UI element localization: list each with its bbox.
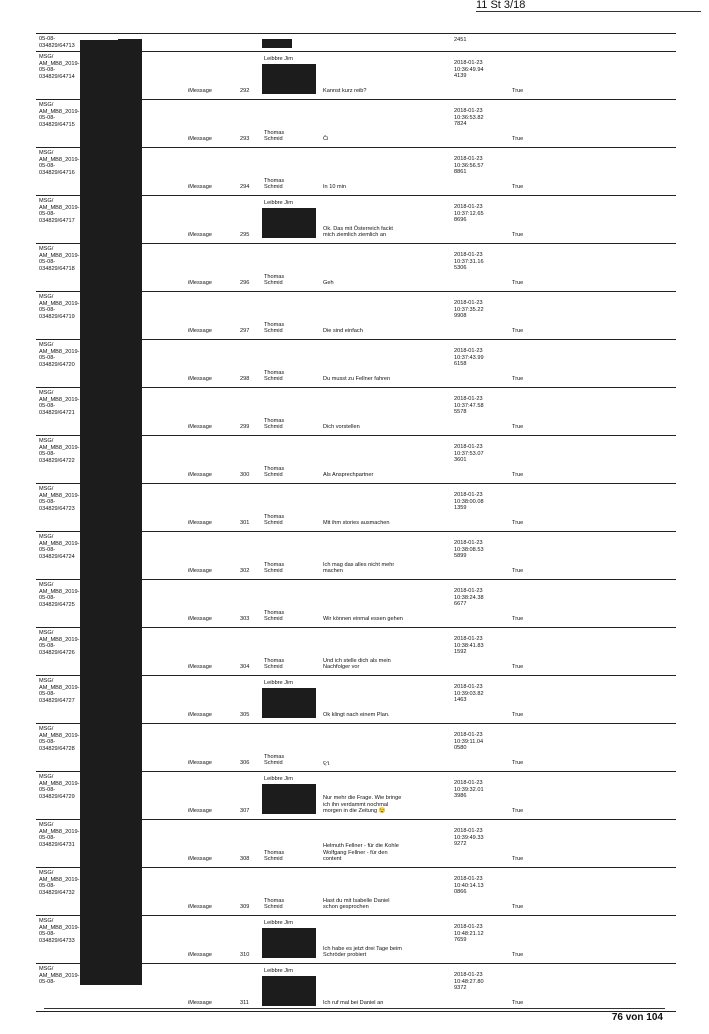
- message-timestamp: 2018-01-23 10:38:00.08 1359: [454, 492, 484, 512]
- message-timestamp: 2018-01-23 10:40:14.13 0866: [454, 876, 484, 896]
- message-type: iMessage: [188, 280, 212, 287]
- message-type: iMessage: [188, 136, 212, 143]
- read-flag: True: [512, 808, 524, 815]
- message-sender: Thomas Schmid: [264, 897, 285, 911]
- message-number: 304: [240, 664, 250, 671]
- read-flag: True: [512, 664, 524, 671]
- message-sender: Thomas Schmid: [264, 657, 285, 671]
- message-id: MSG/ AM_MB8_2019- 05-08- 034829/64714: [39, 54, 80, 80]
- message-body: Nur mehr die Frage. Wie bringe ich ihn verdammt nochmal morgen in die Zeitung 😉: [323, 795, 402, 815]
- message-number: 300: [240, 472, 250, 479]
- read-flag: True: [512, 1000, 524, 1007]
- message-timestamp: 2018-01-23 10:48:27.80 9372: [454, 972, 484, 992]
- message-timestamp: 2018-01-23 10:37:35.22 9908: [454, 300, 484, 320]
- message-body: Helmuth Fellner - für die Kohle Wolfgang Fellner - für den content: [323, 843, 399, 863]
- message-type: iMessage: [188, 664, 212, 671]
- message-sender: Leibbre Jim: [264, 56, 293, 62]
- footer-rule: [44, 1008, 665, 1009]
- read-flag: True: [512, 136, 524, 143]
- message-body: Ich mag das alles nicht mehr machen: [323, 561, 395, 575]
- message-id: MSG/ AM_MB8_2019- 05-08- 034829/64726: [39, 630, 80, 656]
- message-number: 303: [240, 616, 250, 623]
- message-timestamp: 2018-01-23 10:36:56.57 8861: [454, 156, 484, 176]
- message-number: 302: [240, 568, 250, 575]
- message-timestamp: 2018-01-23 10:37:47.58 5578: [454, 396, 484, 416]
- redaction-box: [262, 39, 292, 48]
- page-number: 76 von 104: [611, 1012, 663, 1023]
- message-number: 295: [240, 232, 250, 239]
- message-timestamp: 2018-01-23 10:39:03.82 1463: [454, 684, 484, 704]
- message-number: 306: [240, 760, 250, 767]
- message-timestamp: 2018-01-23 10:37:31.16 5306: [454, 252, 484, 272]
- message-body: Ok. Das mit Österreich fackt mich ziemlich ziemlich an: [323, 225, 393, 239]
- message-number: 292: [240, 88, 250, 95]
- message-body: Und ich stelle dich als mein Nachfolger vor: [323, 657, 391, 671]
- message-sender: Leibbre Jim: [264, 920, 293, 926]
- message-id: MSG/ AM_MB8_2019- 05-08- 034829/64722: [39, 438, 80, 464]
- message-body: Als Ansprechpartner: [323, 472, 374, 479]
- message-id: MSG/ AM_MB8_2019- 05-08-: [39, 966, 80, 986]
- read-flag: True: [512, 568, 524, 575]
- page-header-text: 11 St 3/18: [476, 0, 526, 11]
- message-id: MSG/ AM_MB8_2019- 05-08- 034829/64731: [39, 822, 80, 848]
- message-body: Du musst zu Fellner fahren: [323, 376, 391, 383]
- message-id: MSG/ AM_MB8_2019- 05-08- 034829/64718: [39, 246, 80, 272]
- message-number: 307: [240, 808, 250, 815]
- message-id: MSG/ AM_MB8_2019- 05-08- 034829/64728: [39, 726, 80, 752]
- read-flag: True: [512, 952, 524, 959]
- message-body: Ich habe es jetzt drei Tage beim Schröder probiert: [323, 945, 402, 959]
- read-flag: True: [512, 424, 524, 431]
- message-number: 296: [240, 280, 250, 287]
- message-timestamp: 2018-01-23 10:37:43.99 6158: [454, 348, 484, 368]
- message-number: 305: [240, 712, 250, 719]
- message-type: iMessage: [188, 328, 212, 335]
- read-flag: True: [512, 856, 524, 863]
- message-body: Geh: [323, 280, 334, 287]
- redaction-box: [262, 64, 316, 94]
- message-body: ç̧-ʅ: [323, 760, 329, 767]
- message-number: 309: [240, 904, 250, 911]
- message-id: MSG/ AM_MB8_2019- 05-08- 034829/64720: [39, 342, 80, 368]
- message-timestamp: 2018-01-23 10:39:11.04 0580: [454, 732, 484, 752]
- message-id: 05-08- 034829/64713: [39, 36, 75, 49]
- redaction-bar-column: [80, 40, 142, 985]
- redaction-box: [262, 208, 316, 238]
- read-flag: True: [512, 280, 524, 287]
- read-flag: True: [512, 184, 524, 191]
- message-number: 294: [240, 184, 250, 191]
- message-type: iMessage: [188, 712, 212, 719]
- message-sender: Thomas Schmid: [264, 321, 285, 335]
- message-id: MSG/ AM_MB8_2019- 05-08- 034829/64723: [39, 486, 80, 512]
- message-body: Kannst kurz reib?: [323, 88, 367, 95]
- message-body: Ok klingt nach einem Plan.: [323, 712, 390, 719]
- message-type: iMessage: [188, 616, 212, 623]
- message-timestamp: 2018-01-23 10:36:53.82 7824: [454, 108, 484, 128]
- redaction-box: [262, 928, 316, 958]
- message-sender: Thomas Schmid: [264, 849, 285, 863]
- read-flag: True: [512, 88, 524, 95]
- message-sender: Thomas Schmid: [264, 417, 285, 431]
- message-id: MSG/ AM_MB8_2019- 05-08- 034829/64724: [39, 534, 80, 560]
- message-body: Wir können einmal essen gehen: [323, 616, 403, 623]
- read-flag: True: [512, 376, 524, 383]
- message-type: iMessage: [188, 184, 212, 191]
- message-body: In 10 min: [323, 184, 347, 191]
- read-flag: True: [512, 520, 524, 527]
- read-flag: True: [512, 232, 524, 239]
- message-id: MSG/ AM_MB8_2019- 05-08- 034829/64727: [39, 678, 80, 704]
- message-timestamp: 2451: [454, 37, 467, 43]
- message-type: iMessage: [188, 808, 212, 815]
- message-sender: Thomas Schmid: [264, 465, 285, 479]
- message-number: 308: [240, 856, 250, 863]
- message-sender: Thomas Schmid: [264, 561, 285, 575]
- message-timestamp: 2018-01-23 10:36:49.94 4139: [454, 60, 484, 80]
- header-rule: [476, 11, 701, 12]
- message-sender: Leibbre Jim: [264, 680, 293, 686]
- message-body: Ich ruf mal bei Daniel an: [323, 1000, 384, 1007]
- read-flag: True: [512, 328, 524, 335]
- message-type: iMessage: [188, 232, 212, 239]
- message-timestamp: 2018-01-23 10:37:53.07 3601: [454, 444, 484, 464]
- message-body: Dich vorstellen: [323, 424, 360, 431]
- message-type: iMessage: [188, 424, 212, 431]
- message-type: iMessage: [188, 88, 212, 95]
- message-number: 299: [240, 424, 250, 431]
- message-timestamp: 2018-01-23 10:37:12.65 8696: [454, 204, 484, 224]
- message-id: MSG/ AM_MB8_2019- 05-08- 034829/64733: [39, 918, 80, 944]
- read-flag: True: [512, 472, 524, 479]
- message-id: MSG/ AM_MB8_2019- 05-08- 034829/64719: [39, 294, 80, 320]
- message-id: MSG/ AM_MB8_2019- 05-08- 034829/64716: [39, 150, 80, 176]
- message-sender: Thomas Schmid: [264, 369, 285, 383]
- message-sender: Leibbre Jim: [264, 968, 293, 974]
- message-type: iMessage: [188, 856, 212, 863]
- message-type: iMessage: [188, 568, 212, 575]
- message-sender: Thomas Schmid: [264, 129, 285, 143]
- message-body: Mit ihm stories ausmachen: [323, 520, 390, 527]
- message-number: 311: [240, 1000, 249, 1007]
- message-type: iMessage: [188, 472, 212, 479]
- message-sender: Thomas Schmid: [264, 177, 285, 191]
- message-timestamp: 2018-01-23 10:39:32.01 3986: [454, 780, 484, 800]
- message-id: MSG/ AM_MB8_2019- 05-08- 034829/64721: [39, 390, 80, 416]
- redaction-box: [262, 784, 316, 814]
- message-type: iMessage: [188, 376, 212, 383]
- message-type: iMessage: [188, 1000, 212, 1007]
- message-sender: Leibbre Jim: [264, 200, 293, 206]
- message-sender: Thomas Schmid: [264, 513, 285, 527]
- redaction-box: [262, 688, 316, 718]
- message-number: 293: [240, 136, 250, 143]
- message-timestamp: 2018-01-23 10:38:41.83 1592: [454, 636, 484, 656]
- message-type: iMessage: [188, 520, 212, 527]
- message-type: iMessage: [188, 904, 212, 911]
- message-number: 310: [240, 952, 250, 959]
- message-body: Hast du mit Isabelle Daniel schon gesprochen: [323, 897, 390, 911]
- message-number: 297: [240, 328, 250, 335]
- message-id: MSG/ AM_MB8_2019- 05-08- 034829/64732: [39, 870, 80, 896]
- message-body: Die sind einfach: [323, 328, 363, 335]
- message-id: MSG/ AM_MB8_2019- 05-08- 034829/64715: [39, 102, 80, 128]
- message-timestamp: 2018-01-23 10:38:08.53 5899: [454, 540, 484, 560]
- message-sender: Thomas Schmid: [264, 753, 285, 767]
- message-type: iMessage: [188, 760, 212, 767]
- redaction-box: [262, 976, 316, 1006]
- message-sender: Thomas Schmid: [264, 609, 285, 623]
- message-sender: Thomas Schmid: [264, 273, 285, 287]
- read-flag: True: [512, 616, 524, 623]
- message-type: iMessage: [188, 952, 212, 959]
- message-sender: Leibbre Jim: [264, 776, 293, 782]
- message-number: 298: [240, 376, 250, 383]
- message-timestamp: 2018-01-23 10:39:49.33 9272: [454, 828, 484, 848]
- message-body: Ĉi: [323, 136, 329, 143]
- message-number: 301: [240, 520, 250, 527]
- read-flag: True: [512, 904, 524, 911]
- message-id: MSG/ AM_MB8_2019- 05-08- 034829/64717: [39, 198, 80, 224]
- read-flag: True: [512, 760, 524, 767]
- message-id: MSG/ AM_MB8_2019- 05-08- 034829/64729: [39, 774, 80, 800]
- message-timestamp: 2018-01-23 10:48:21.12 7659: [454, 924, 484, 944]
- message-timestamp: 2018-01-23 10:38:24.38 6677: [454, 588, 484, 608]
- read-flag: True: [512, 712, 524, 719]
- message-id: MSG/ AM_MB8_2019- 05-08- 034829/64725: [39, 582, 80, 608]
